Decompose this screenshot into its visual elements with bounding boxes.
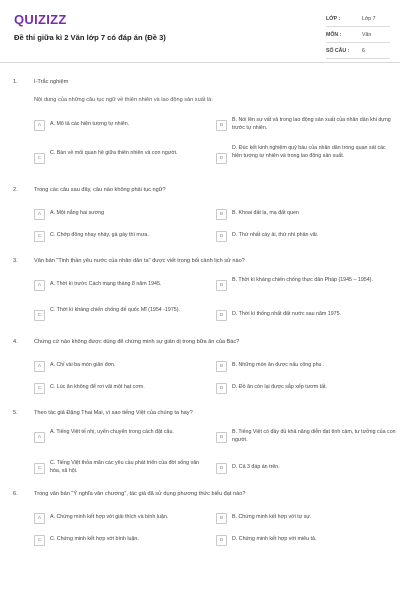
option-letter-box: C <box>34 383 45 394</box>
worksheet-header <box>0 0 400 63</box>
option-text: B. Những món ăn được nấu công phu . <box>232 362 325 368</box>
option-letter-box: D <box>216 310 227 321</box>
option-letter-box: B <box>216 513 227 524</box>
option-text: D. Đúc kết kinh nghiệm quý báu của nhân dân trong quan sát các hiện tượng tự nhiên và trong lao động sản xuất. <box>232 145 386 159</box>
quizizz-logo: QUIZIZZ <box>14 12 67 27</box>
meta-label: MÔN : <box>326 31 342 38</box>
option-letter-box: C <box>34 463 45 474</box>
option-text: C. Chớp đông nhay nháy, gà gáy thì mưa. <box>50 232 149 238</box>
option-text: D. Đồ ăn còn lại được sắp xếp tươm tất. <box>232 384 328 390</box>
option-text: D. Thời kì thống nhất đất nước sau năm 1975. <box>232 311 342 317</box>
option-text: A. Tiếng Việt tế nhị, uyển chuyển trong cách đặt câu. <box>50 429 174 435</box>
meta-value: Lớp 7 <box>362 15 376 22</box>
option-text: A. Thời kì trước Cách mạng tháng 8 năm 1945. <box>50 281 162 287</box>
option-letter-box: C <box>34 153 45 164</box>
option-text: B. Thời kì kháng chiến chống thực dân Pháp (1945 – 1954). <box>232 277 373 283</box>
option-text: C. Chứng minh kết hợp với bình luận. <box>50 536 139 542</box>
option-letter-box: C <box>34 231 45 242</box>
option-letter-box: B <box>216 280 227 291</box>
question-number: 5. <box>13 410 18 416</box>
meta-label: SỐ CÂU : <box>326 47 350 54</box>
option-text: A. Mô tả các hiện tượng tự nhiên. <box>50 121 130 127</box>
option-letter-box: A <box>34 432 45 443</box>
question-text: Văn bản "Tinh thần yêu nước của nhân dân ta" được viết trong bối cảnh lịch sử nào? <box>34 258 245 264</box>
option-letter-box: C <box>34 535 45 546</box>
option-letter-box: A <box>34 280 45 291</box>
question-number: 1. <box>13 79 18 85</box>
option-letter-box: D <box>216 153 227 164</box>
option-letter-box: D <box>216 383 227 394</box>
option-text: A. Một nắng hai sương <box>50 210 105 216</box>
question-number: 4. <box>13 339 18 345</box>
question-number: 3. <box>13 258 18 264</box>
option-letter-box: B <box>216 209 227 220</box>
meta-value: 6 <box>362 47 365 54</box>
option-text: B. Khoai đất lạ, mạ đất quen <box>232 210 299 216</box>
question-text: Trong các câu sau đây, câu nào không phải tục ngữ? <box>34 187 166 193</box>
question-text: Chứng cứ nào không được dùng để chứng minh sự giản dị trong bữa ăn của Bác? <box>34 339 240 345</box>
option-letter-box: A <box>34 361 45 372</box>
option-text: D. Chứng minh kết hợp với miêu tả. <box>232 536 317 542</box>
option-letter-box: B <box>216 432 227 443</box>
option-text: C. Lúc ăn không để rơi vãi một hạt cơm. <box>50 384 145 390</box>
question-number: 2. <box>13 187 18 193</box>
option-letter-box: C <box>34 310 45 321</box>
option-text: C. Tiếng Việt thỏa mãn các yêu cầu phát triển của đời sống văn hóa, xã hội. <box>50 460 200 474</box>
option-letter-box: A <box>34 513 45 524</box>
option-letter-box: D <box>216 535 227 546</box>
option-letter-box: D <box>216 463 227 474</box>
question-subtext: Nội dung của những câu tục ngữ về thiên nhiên và lao động sản xuất là: <box>34 97 213 103</box>
question-text: I-Trắc nghiệm <box>34 79 69 85</box>
option-letter-box: A <box>34 120 45 131</box>
option-text: A. Chỉ vài ba món giản đơn. <box>50 362 116 368</box>
option-text: D. Thứ nhất cày ải, thứ nhì phân vãi. <box>232 232 319 238</box>
meta-info-table <box>326 11 390 59</box>
meta-row-grade <box>326 11 390 27</box>
option-text: D. Cả 3 đáp án trên. <box>232 464 280 470</box>
option-text: C. Thời kì kháng chiến chống đế quốc Mĩ (1954 -1975). <box>50 307 180 313</box>
meta-row-subject <box>326 27 390 43</box>
option-text: B. Tiếng Việt có đầy đủ khả năng diễn đạt tình cảm, tư tưởng của con người. <box>232 429 396 443</box>
page-title: Đề thi giữa kì 2 Văn lớp 7 có đáp án (Đề 3) <box>14 33 166 42</box>
question-text: Theo tác giả Đặng Thai Mai, vì sao tiếng Việt của chúng ta hay? <box>34 410 193 416</box>
option-text: B. Nói lên sự vất vả trong lao động sản xuất của nhân dân khi dựng trước tự nhiên. <box>232 117 391 131</box>
option-text: C. Bàn về mối quan hệ giữa thiên nhiên và con người. <box>50 150 178 156</box>
meta-label: LỚP : <box>326 15 341 22</box>
meta-row-count <box>326 43 390 59</box>
option-letter-box: B <box>216 120 227 131</box>
option-text: B. Chứng minh kết hợp với tự sự. <box>232 514 312 520</box>
option-letter-box: A <box>34 209 45 220</box>
option-letter-box: D <box>216 231 227 242</box>
question-text: Trong văn bản "Ý nghĩa văn chương", tác giả đã sử dụng phương thức biểu đạt nào? <box>34 491 246 497</box>
option-text: A. Chứng minh kết hợp với giải thích và bình luận. <box>50 514 169 520</box>
option-letter-box: B <box>216 361 227 372</box>
meta-value: Văn <box>362 31 372 38</box>
question-number: 6. <box>13 491 18 497</box>
